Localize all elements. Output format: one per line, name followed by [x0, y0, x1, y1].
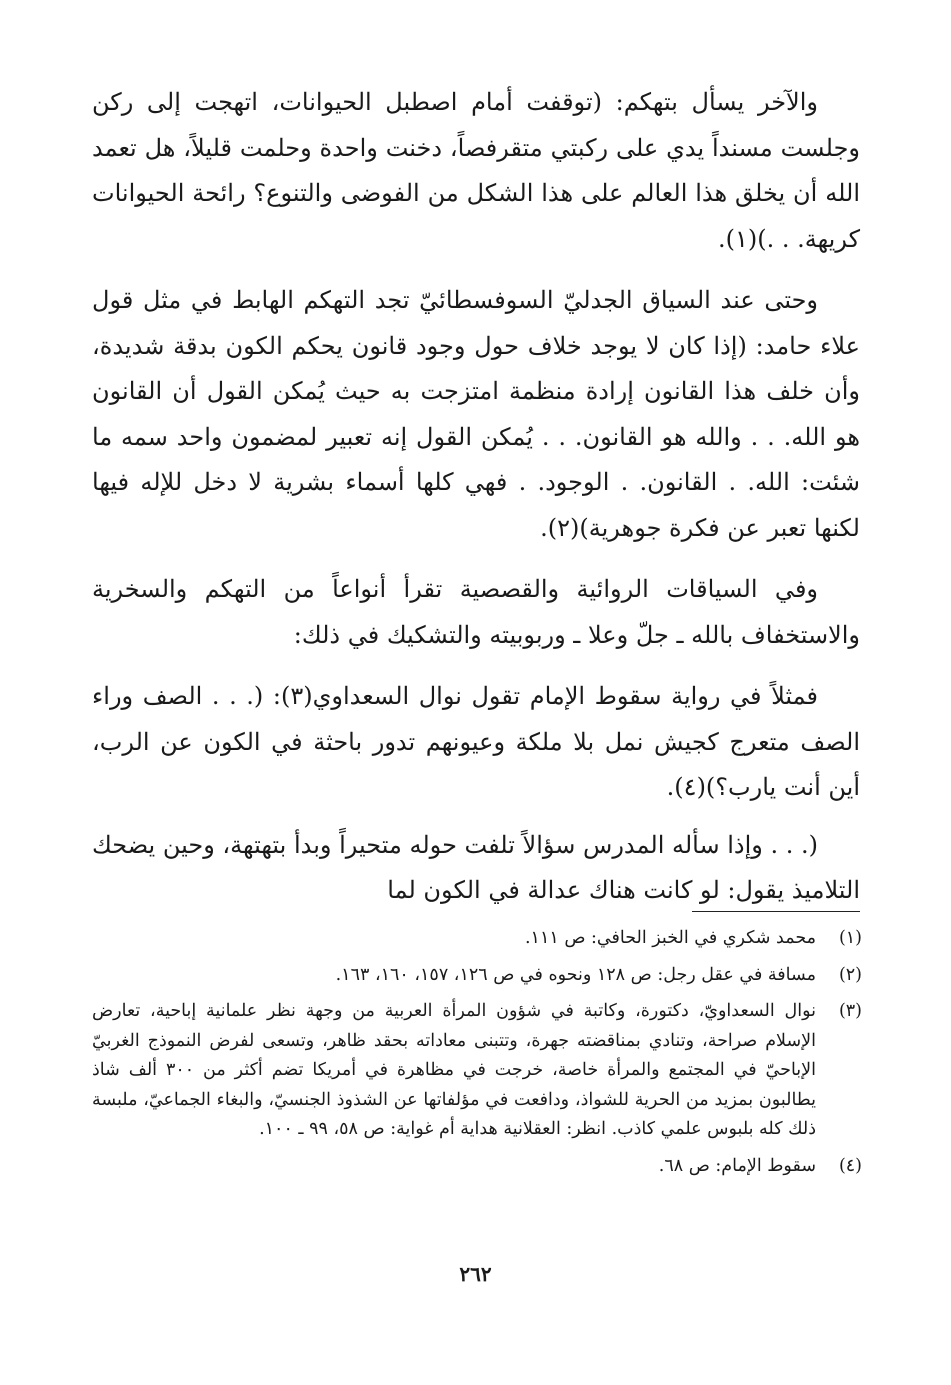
- paragraph-3: وفي السياقات الروائية والقصصية تقرأ أنواعاً من التهكم والسخرية والاستخفاف بالله ـ جلّ وعلا ـ وربوبيته والتشكيك في ذلك:: [92, 575, 860, 649]
- footnote-text: نوال السعداويّ، دكتورة، وكاتبة في شؤون المرأة العربية من وجهة نظر علمانية إباحية، تعارض الإسلام صراحة، وتنادي بمناقضته جهرة، وتتبنى معاداته بحقد ظاهر، وتسعى لفرض النموذج الغربيّ الإباحيّ في المجتمع والمرأة خاصة، خرجت في مظاهرة في أمريكا تضم أكثر من ٣٠٠ ألف شاذ يطالبون بمزيد من الحرية للشواذ، ودافعت في مؤلفاتها عن الشذوذ الجنسيّ، والبغاء الجماعيّ، ملبسة ذلك كله بلبوس علمي كاذب. انظر: العقلانية هداية أم غواية: ص ٥٨، ٩٩ ـ ١٠٠.: [92, 1001, 816, 1139]
- footnote-4: [92, 1152, 862, 1182]
- paragraph-2: وحتى عند السياق الجدليّ السوفسطائيّ تجد التهكم الهابط في مثل قول علاء حامد: (إذا كان لا يوجد خلاف حول وجود قانون يحكم الكون بدقة شديدة، وأن خلف هذا القانون إرادة منظمة امتزجت به حيث يُمكن القول أن القانون هو الله. . . والله هو القانون. . . يُمكن القول إنه تعبير لمضمون واحد سمه ما شئت: الله. . القانون. . الوجود. . فهي كلها أسماء بشرية لا دخل للإله فيها لكنها تعبر عن فكرة جوهرية)(٢).: [92, 286, 860, 542]
- footnote-number: (١): [838, 928, 862, 948]
- paragraph-1: والآخر يسأل بتهكم: (توقفت أمام اصطبل الحيوانات، اتهجت إلى ركن وجلست مسنداً يدي على ركبتي متقرفصاً، دخنت واحدة وحلمت قليلاً، هل تعمد الله أن يخلق هذا العالم على هذا الشكل من الفوضى والتنوع؟ رائحة الحيوانات كريهة. . .)(١).: [92, 88, 860, 253]
- footnote-1: [92, 924, 862, 954]
- footnote-text: مسافة في عقل رجل: ص ١٢٨ ونحوه في ص ١٢٦، ١٥٧، ١٦٠، ١٦٣.: [335, 964, 816, 985]
- page-number: ٢٦٢: [459, 1262, 492, 1286]
- footnote-text: سقوط الإمام: ص ٦٨.: [658, 1155, 816, 1176]
- footnote-number: (٢): [838, 964, 862, 985]
- footnote-2: [92, 961, 862, 991]
- footnote-text: محمد شكري في الخبز الحافي: ص ١١١.: [524, 928, 816, 948]
- paragraph-5: (. . . وإذا سأله المدرس سؤالاً تلفت حوله متحيراً وبدأ بتهتهة، وحين يضحك التلاميذ يقول: لو كانت هناك عدالة في الكون لما: [92, 830, 860, 904]
- footnote-separator: [692, 911, 860, 912]
- footnotes: [92, 924, 862, 1188]
- paragraph-4: فمثلاً في رواية سقوط الإمام تقول نوال السعداوي(٣): (. . . الصف وراء الصف متعرج كجيش نمل بلا ملكة وعيونهم تدور باحثة في الكون عن الرب، أين أنت يارب؟)(٤).: [92, 682, 860, 801]
- main-text: [92, 80, 860, 930]
- footnote-3: [92, 997, 862, 1145]
- footnote-number: (٣): [838, 1001, 862, 1021]
- footnote-number: (٤): [838, 1155, 862, 1176]
